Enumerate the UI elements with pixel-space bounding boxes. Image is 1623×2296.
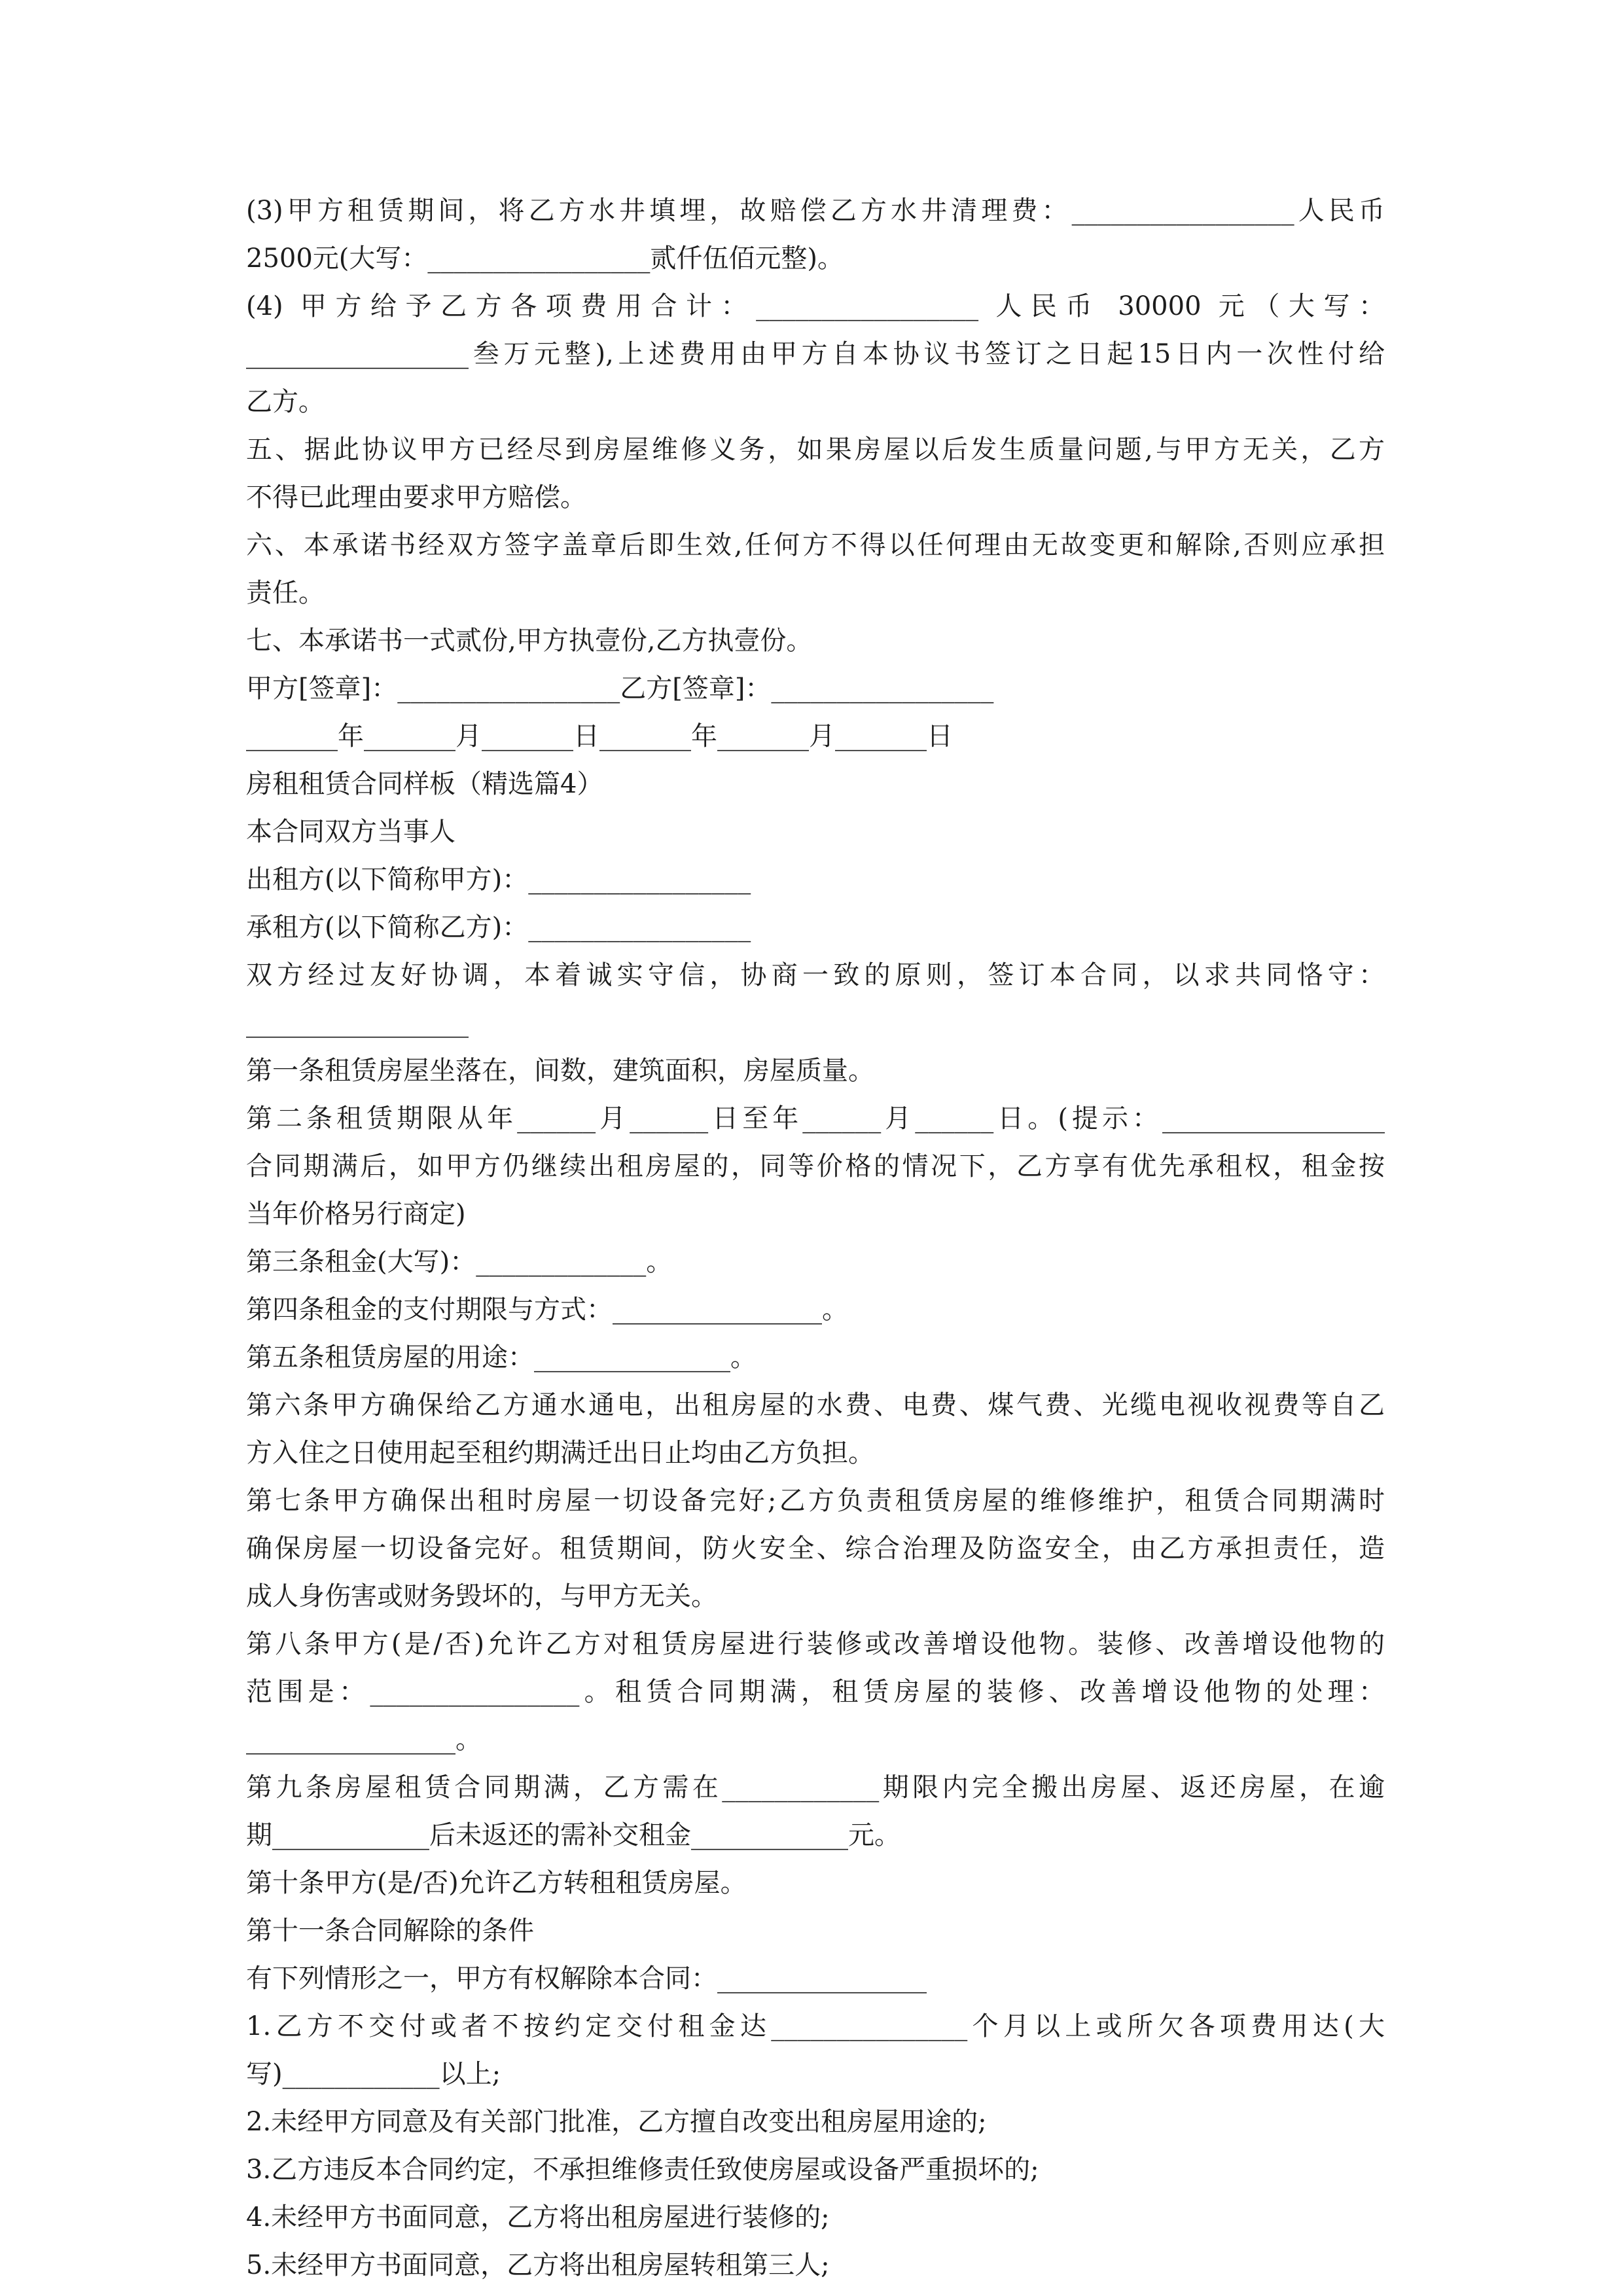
document-page — [246, 187, 1385, 2289]
text-line: 2.未经甲方同意及有关部门批准，乙方擅自改变出租房屋用途的; — [246, 2107, 987, 2137]
text-line: 第八条甲方(是/否)允许乙方对租赁房屋进行装修或改善增设他物。装修、改善增设他物的 — [246, 1629, 1385, 1659]
text-line: 五、据此协议甲方已经尽到房屋维修义务，如果房屋以后发生质量问题,与甲方无关，乙方 — [246, 435, 1385, 465]
text-line: 期____________后未返还的需补交租金____________元。 — [246, 1820, 901, 1850]
text-line: 第十条甲方(是/否)允许乙方转租租赁房屋。 — [246, 1868, 747, 1898]
text-line: 当年价格另行商定) — [246, 1199, 466, 1229]
text-line: _________________叁万元整),上述费用由甲方自本协议书签订之日起15日内一次性付给 — [246, 339, 1385, 369]
text-line: 范围是：________________。租赁合同期满，租赁房屋的装修、改善增设他物的处理： — [246, 1677, 1385, 1707]
text-line: 责任。 — [246, 578, 325, 608]
text-line: 第一条租赁房屋坐落在，间数，建筑面积，房屋质量。 — [246, 1056, 874, 1086]
text-line: 第五条租赁房屋的用途：_______________。 — [246, 1342, 757, 1372]
date-line: _______年_______月_______日_______年_______月_______日 — [246, 721, 953, 751]
text-line: _________________ — [246, 1008, 469, 1038]
text-line: 承租方(以下简称乙方)：_________________ — [246, 912, 751, 942]
text-line: 第四条租金的支付期限与方式：________________。 — [246, 1295, 848, 1325]
text-line: ________________。 — [246, 1725, 482, 1755]
text-line: 有下列情形之一，甲方有权解除本合同：________________ — [246, 1964, 927, 1994]
section-title: 房租租赁合同样板（精选篇4） — [246, 769, 603, 799]
signature-line: 甲方[签章]：_________________乙方[签章]：_________________ — [246, 673, 994, 704]
text-line: 七、本承诺书一式贰份,甲方执壹份,乙方执壹份。 — [246, 626, 813, 656]
text-line: 4.未经甲方书面同意，乙方将出租房屋进行装修的; — [246, 2202, 830, 2233]
text-line: 不得已此理由要求甲方赔偿。 — [246, 482, 586, 512]
text-line: 双方经过友好协调，本着诚实守信，协商一致的原则，签订本合同，以求共同恪守： — [246, 960, 1385, 990]
text-line: (3)甲方租赁期间，将乙方水井填埋，故赔偿乙方水井清理费：_________________人民币 — [246, 196, 1385, 226]
text-line: 2500元(大写：_________________贰仟伍佰元整)。 — [246, 243, 844, 274]
text-line: 3.乙方违反本合同约定，不承担维修责任致使房屋或设备严重损坏的; — [246, 2155, 1039, 2185]
text-line: 合同期满后，如甲方仍继续出租房屋的，同等价格的情况下，乙方享有优先承租权，租金按 — [246, 1151, 1385, 1181]
text-line: 第二条租赁期限从年______月______日至年______月______日。(提示：_________________ — [246, 1103, 1385, 1134]
text-line: (4) 甲方给予乙方各项费用合计：_________________ 人民币 30000 元（大写： — [246, 291, 1385, 321]
text-line: 方入住之日使用起至租约期满迁出日止均由乙方负担。 — [246, 1438, 874, 1468]
text-line: 5.未经甲方书面同意，乙方将出租房屋转租第三人; — [246, 2250, 830, 2280]
text-line: 六、本承诺书经双方签字盖章后即生效,任何方不得以任何理由无故变更和解除,否则应承担 — [246, 530, 1385, 560]
text-line: 出租方(以下简称甲方)：_________________ — [246, 865, 751, 895]
text-line: 第七条甲方确保出租时房屋一切设备完好;乙方负责租赁房屋的维修维护，租赁合同期满时 — [246, 1486, 1385, 1516]
text-line: 写)____________以上; — [246, 2059, 501, 2089]
text-line: 第六条甲方确保给乙方通水通电，出租房屋的水费、电费、煤气费、光缆电视收视费等自乙 — [246, 1390, 1385, 1420]
text-line: 成人身伤害或财务毁坏的，与甲方无关。 — [246, 1581, 717, 1611]
text-line: 第九条房屋租赁合同期满，乙方需在____________期限内完全搬出房屋、返还房屋，在逾 — [246, 1772, 1385, 1803]
text-line: 第三条租金(大写)：_____________。 — [246, 1247, 673, 1277]
text-line: 确保房屋一切设备完好。租赁期间，防火安全、综合治理及防盗安全，由乙方承担责任，造 — [246, 1534, 1385, 1564]
text-line: 1.乙方不交付或者不按约定交付租金达_______________个月以上或所欠各项费用达(大 — [246, 2011, 1385, 2041]
text-line: 乙方。 — [246, 387, 325, 417]
text-line: 第十一条合同解除的条件 — [246, 1916, 534, 1946]
text-line: 本合同双方当事人 — [246, 817, 455, 847]
